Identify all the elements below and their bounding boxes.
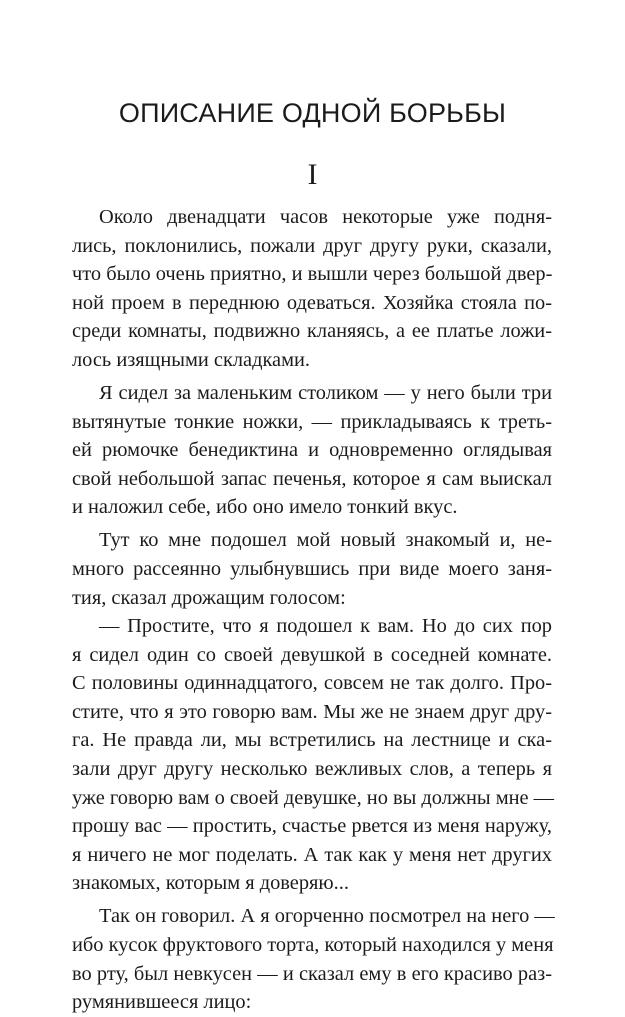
text-line: во рту, был невкусен — и сказал ему в его красиво раз-	[72, 962, 552, 985]
text-line: уже говорю вам о своей девушке, но вы должны мне —	[72, 786, 555, 809]
story-title: ОПИСАНИЕ ОДНОЙ БОРЬБЫ	[118, 98, 507, 128]
text-line: зали друг другу несколько вежливых слов, а теперь я	[72, 758, 552, 781]
text-line: что было очень приятно, и вышли через большой двер-	[72, 263, 553, 286]
text-line: Так он говорил. А я огорченно посмотрел на него —	[99, 905, 555, 928]
text-line: лись, поклонились, пожали друг другу руки, сказали,	[72, 234, 552, 257]
paragraph	[72, 203, 552, 375]
text-line: ибо кусок фруктового торта, который находился у меня	[72, 934, 554, 957]
text-line: я сидел один со своей девушкой в соседней комнате.	[72, 643, 552, 666]
paragraph	[72, 612, 555, 898]
body-text	[72, 203, 555, 1017]
text-line: вытянутые тонкие ножки, — прикладываясь к треть-	[72, 410, 552, 433]
text-line: лось изящными складками.	[72, 348, 311, 371]
paragraph	[72, 526, 552, 612]
text-line: румянившееся лицо:	[72, 991, 252, 1014]
text-line: прошу вас — простить, счастье рвется из меня наружу,	[72, 815, 552, 838]
text-line: тия, сказал дрожащим голосом:	[72, 586, 346, 609]
paragraph	[72, 379, 552, 522]
text-line: ной проем в переднюю одеваться. Хозяйка стояла по-	[72, 291, 552, 314]
text-line: стите, что я это говорю вам. Мы же не знаем друг дру-	[72, 700, 552, 723]
text-line: Тут ко мне подошел мой новый знакомый и, не-	[99, 529, 552, 552]
text-line: среди комнаты, подвижно кланяясь, а ее платье ложи-	[72, 320, 552, 343]
chapter-number: I	[307, 158, 318, 191]
text-line: ей рюмочке бенедиктина и одновременно оглядывая	[72, 439, 552, 462]
text-line: я ничего не мог поделать. А так как у меня нет других	[72, 843, 552, 866]
text-line: и наложил себе, ибо оно имело тонкий вкус.	[72, 496, 458, 519]
text-line: — Простите, что я подошел к вам. Но до сих пор	[99, 615, 552, 638]
text-line: много рассеянно улыбнувшись при виде моего заня-	[72, 557, 552, 580]
text-line: С половины одиннадцатого, совсем не так долго. Про-	[72, 672, 552, 695]
text-line: га. Не правда ли, мы встретились на лестнице и ска-	[72, 729, 552, 752]
text-line: Около двенадцати часов некоторые уже подня-	[99, 206, 552, 228]
text-line: знакомых, которым я доверяю...	[72, 872, 349, 895]
text-line: свой небольшой запас печенья, которое я сам выискал	[72, 467, 552, 490]
text-line: Я сидел за маленьким столиком — у него были три	[99, 381, 552, 404]
